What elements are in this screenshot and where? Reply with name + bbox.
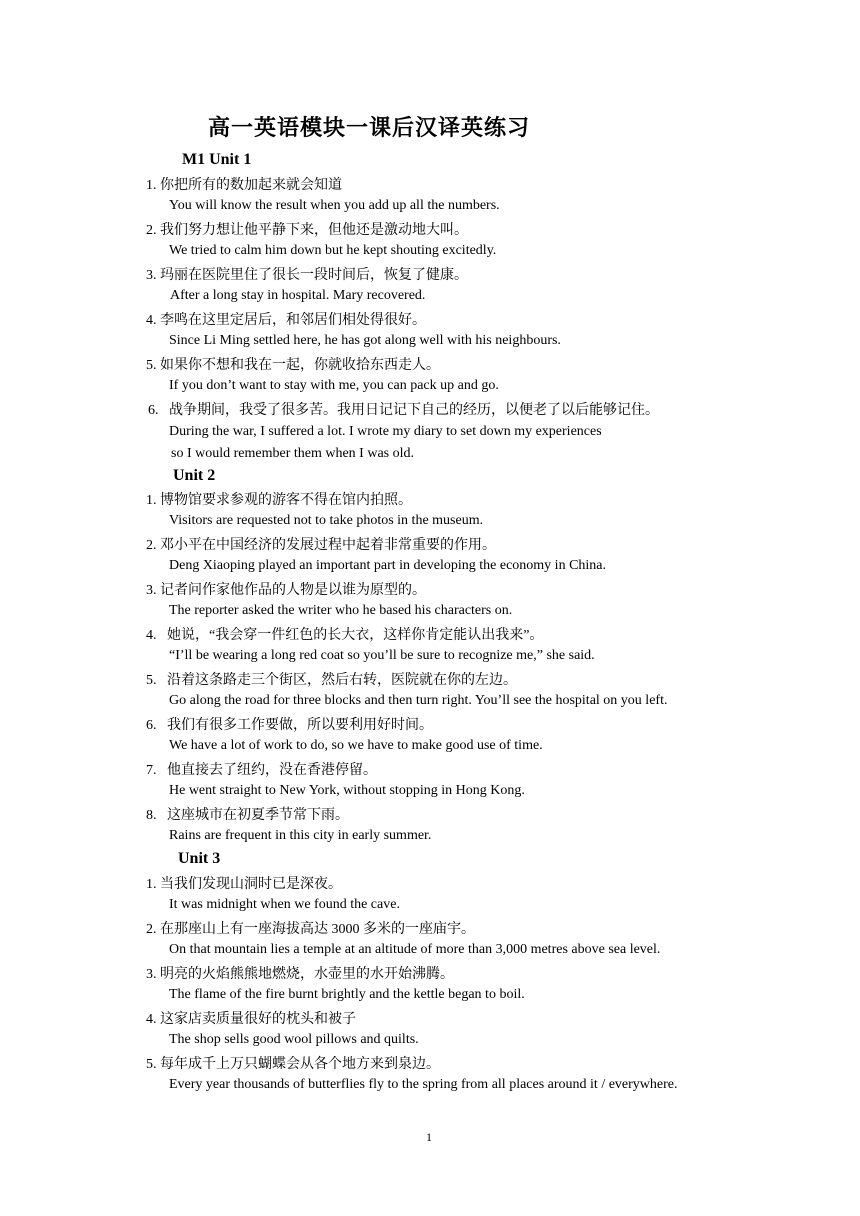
chinese-sentence: 5. 沿着这条路走三个街区，然后右转，医院就在你的左边。 [146, 673, 517, 688]
unit-heading: M1 Unit 1 [182, 151, 252, 168]
chinese-sentence: 7. 他直接去了纽约，没在香港停留。 [146, 763, 377, 778]
english-translation: During the war, I suffered a lot. I wrote my diary to set down my experiences [169, 424, 602, 439]
english-translation: You will know the result when you add up all the numbers. [169, 198, 500, 213]
english-translation: It was midnight when we found the cave. [169, 897, 400, 912]
chinese-sentence: 4. 她说，“我会穿一件红色的长大衣，这样你肯定能认出我来”。 [146, 628, 544, 643]
english-translation: Since Li Ming settled here, he has got along well with his neighbours. [169, 333, 561, 348]
english-translation: If you don’t want to stay with me, you can pack up and go. [169, 378, 499, 393]
document-title: 高一英语模块一课后汉译英练习 [208, 115, 531, 140]
chinese-sentence: 6. 战争期间，我受了很多苦。我用日记记下自己的经历，以便老了以后能够记住。 [148, 403, 659, 418]
chinese-sentence: 8. 这座城市在初夏季节常下雨。 [146, 808, 349, 823]
english-translation: The flame of the fire burnt brightly and the kettle began to boil. [169, 987, 525, 1002]
chinese-sentence: 2. 邓小平在中国经济的发展过程中起着非常重要的作用。 [146, 538, 496, 553]
chinese-sentence: 3. 明亮的火焰熊熊地燃烧，水壶里的水开始沸腾。 [146, 967, 454, 982]
english-translation: “I’ll be wearing a long red coat so you’ll be sure to recognize me,” she said. [169, 648, 595, 663]
chinese-sentence: 5. 如果你不想和我在一起，你就收拾东西走人。 [146, 358, 440, 373]
chinese-sentence: 6. 我们有很多工作要做，所以要利用好时间。 [146, 718, 433, 733]
chinese-sentence: 5. 每年成千上万只蝴蝶会从各个地方来到泉边。 [146, 1057, 440, 1072]
unit-heading: Unit 2 [173, 467, 216, 484]
chinese-sentence: 2. 我们努力想让他平静下来，但他还是激动地大叫。 [146, 223, 468, 238]
english-translation: Go along the road for three blocks and then turn right. You’ll see the hospital on you left. [169, 693, 668, 708]
chinese-sentence: 1. 当我们发现山洞时已是深夜。 [146, 877, 342, 892]
english-translation: The reporter asked the writer who he based his characters on. [169, 603, 513, 618]
chinese-sentence: 4. 这家店卖质量很好的枕头和被子 [146, 1012, 356, 1027]
chinese-sentence: 3. 记者问作家他作品的人物是以谁为原型的。 [146, 583, 426, 598]
english-translation: Visitors are requested not to take photos in the museum. [169, 513, 484, 528]
english-translation: Rains are frequent in this city in early summer. [169, 828, 432, 843]
english-translation: The shop sells good wool pillows and quilts. [169, 1032, 419, 1047]
chinese-sentence: 4. 李鸣在这里定居后，和邻居们相处得很好。 [146, 313, 426, 328]
english-translation: He went straight to New York, without stopping in Hong Kong. [169, 783, 525, 798]
english-translation: Deng Xiaoping played an important part in developing the economy in China. [169, 558, 607, 573]
chinese-sentence: 1. 博物馆要求参观的游客不得在馆内拍照。 [146, 493, 412, 508]
english-translation: We have a lot of work to do, so we have to make good use of time. [169, 738, 543, 753]
chinese-sentence: 2. 在那座山上有一座海拔高达 3000 多米的一座庙宇。 [146, 922, 475, 937]
unit-heading: Unit 3 [178, 850, 221, 867]
page-number: 1 [426, 1130, 432, 1144]
english-translation: so I would remember them when I was old. [171, 446, 414, 461]
english-translation: We tried to calm him down but he kept shouting excitedly. [169, 243, 497, 258]
english-translation: After a long stay in hospital. Mary recovered. [170, 288, 426, 303]
english-translation: Every year thousands of butterflies fly to the spring from all places around it / everywhere. [169, 1077, 678, 1092]
chinese-sentence: 3. 玛丽在医院里住了很长一段时间后，恢复了健康。 [146, 268, 468, 283]
english-translation: On that mountain lies a temple at an altitude of more than 3,000 metres above sea level. [169, 942, 661, 957]
chinese-sentence: 1. 你把所有的数加起来就会知道 [146, 178, 342, 193]
